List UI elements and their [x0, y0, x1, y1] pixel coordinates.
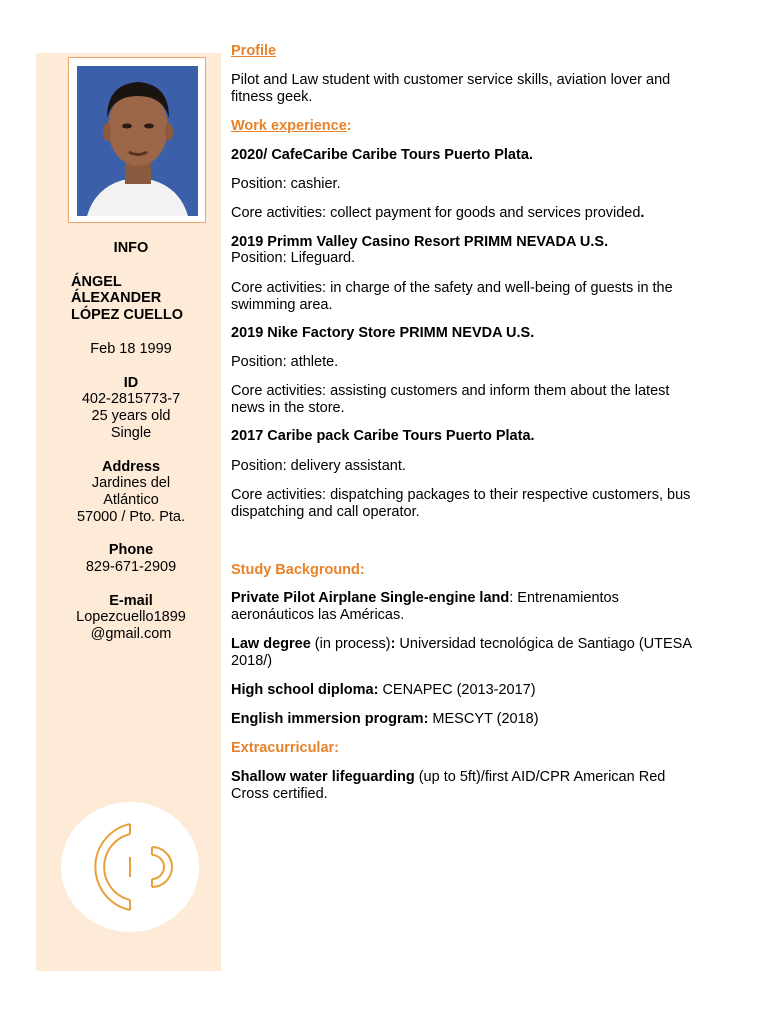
- date-of-birth: Feb 18 1999: [90, 341, 172, 357]
- name-line-3: LÓPEZ CUELLO: [71, 307, 183, 323]
- work-experience-title: Work experience: [231, 118, 347, 134]
- job-2-title: 2019 Primm Valley Casino Resort PRIMM NEVADA U.S.: [231, 234, 609, 250]
- job-2-position: Position: Lifeguard.: [231, 250, 356, 266]
- extracurricular-detail: (up to 5ft)/first AID/CPR American Red Cross certified.: [231, 769, 666, 802]
- job-3-position: Position: athlete.: [231, 354, 339, 370]
- age: 25 years old: [91, 408, 171, 424]
- email-line-2: @gmail.com: [90, 626, 172, 642]
- job-1-title: 2020/ CafeCaribe Caribe Tours Puerto Plata.: [231, 147, 533, 163]
- profile-photo-image: [77, 66, 198, 216]
- study-item-4-detail: MESCYT (2018): [428, 711, 539, 727]
- name-line-2: ÁLEXANDER: [71, 290, 162, 306]
- id-value: 402-2815773-7: [81, 391, 181, 407]
- logo-badge: [61, 802, 199, 932]
- job-1-position: Position: cashier.: [231, 176, 341, 192]
- info-label: INFO: [113, 240, 149, 256]
- study-item-1-detail: : Entrenamientos aeronáuticos las Américas.: [231, 590, 619, 623]
- study-item-2-colon: :: [390, 636, 396, 652]
- phone-label: Phone: [108, 542, 154, 558]
- work-experience-colon: :: [346, 118, 352, 134]
- job-4-title: 2017 Caribe pack Caribe Tours Puerto Plata.: [231, 428, 535, 444]
- job-1-activities: [231, 205, 701, 222]
- id-label: ID: [123, 375, 139, 391]
- study-item-2-detail: Universidad tecnológica de Santiago (UTESA 2018/): [231, 636, 692, 669]
- study-item-3-title: High school diploma:: [231, 682, 379, 698]
- address-line-3: 57000 / Pto. Pta.: [76, 509, 186, 525]
- address-line-2: Atlántico: [103, 492, 159, 508]
- logo-icon: [61, 802, 199, 932]
- extracurricular-item: [231, 769, 701, 803]
- study-item-1-title: Private Pilot Airplane Single-engine land: [231, 590, 510, 606]
- address-line-1: Jardines del: [91, 475, 171, 491]
- extracurricular-heading: Extracurricular:: [231, 740, 339, 756]
- job-4-position: Position: delivery assistant.: [231, 458, 406, 474]
- study-item-2-title: Law degree: [231, 636, 311, 652]
- email-label: E-mail: [109, 593, 153, 609]
- profile-photo: [77, 66, 198, 216]
- profile-heading: Profile: [231, 43, 277, 59]
- phone-value: 829-671-2909: [85, 559, 177, 575]
- job-2-activities: Core activities: in charge of the safety and well-being of guests in the swimming area.: [231, 280, 673, 313]
- study-item-4-title: English immersion program:: [231, 711, 429, 727]
- name-line-1: ÁNGEL: [71, 274, 122, 290]
- job-3-title: 2019 Nike Factory Store PRIMM NEVDA U.S.: [231, 325, 535, 341]
- job-3-activities: Core activities: assisting customers and inform them about the latest news in the store.: [231, 383, 670, 416]
- job-4-activities: Core activities: dispatching packages to their respective customers, bus dispatching and call operator.: [231, 487, 691, 520]
- study-background-heading: Study Background:: [231, 562, 365, 578]
- marital-status: Single: [110, 425, 152, 441]
- job-1-activities-end: .: [640, 205, 645, 221]
- email-line-1: Lopezcuello1899: [76, 609, 186, 625]
- profile-photo-frame: [68, 57, 206, 223]
- work-experience-heading: [231, 118, 701, 135]
- job-1-activities-text: Core activities: collect payment for goods and services provided: [231, 205, 641, 221]
- address-label: Address: [101, 459, 161, 475]
- study-item-4: [231, 711, 701, 728]
- study-item-2: [231, 636, 701, 670]
- extracurricular-title: Shallow water lifeguarding: [231, 769, 415, 785]
- study-item-1: [231, 590, 701, 624]
- study-item-2-note: (in process): [310, 636, 391, 652]
- study-item-3: [231, 682, 701, 699]
- profile-text: Pilot and Law student with customer service skills, aviation lover and fitness geek.: [231, 72, 671, 105]
- study-item-3-detail: CENAPEC (2013-2017): [378, 682, 536, 698]
